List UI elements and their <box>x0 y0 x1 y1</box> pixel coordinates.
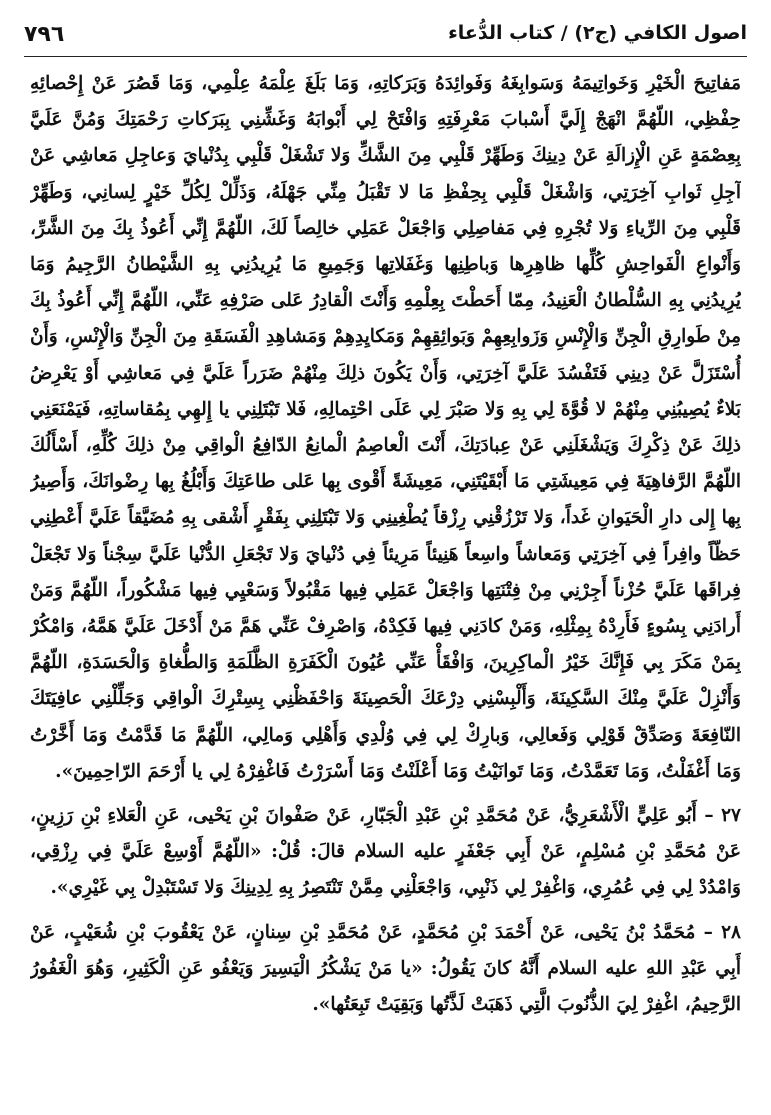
body-text <box>30 66 741 1095</box>
paragraph-text: مَفاتِيحَ الْخَيْرِ وَخَواتِيمَهُ وَسَوابِغَهُ وَفَوائِدَهُ وَبَرَكاتِهِ، وَمَا بَلَغَ عِلْمَهُ عِلْمِي، وَمَا قَصُرَ عَنْ إِحْصائِهِ حِفْظِي، اللّهُمَّ انْهَجْ إِلَيَّ أَسْبابَ مَعْرِفَتِهِ وَافْتَحْ لِي أَبْوابَهُ وَغَشِّنِي بِبَرَكاتِ رَحْمَتِكَ وَمُنَّ عَلَيَّ بِعِصْمَةٍ عَنِ الْإِزالَةِ عَنْ دِينِكَ وَطَهِّرْ قَلْبِي مِنَ الشَّكِّ وَلا تَشْغَلْ قَلْبِي بِدُنْيايَ وَعاجِلِ مَعاشِي عَنْ آجِلِ ثَوابِ آخِرَتِي، وَاشْغَلْ قَلْبِي بِحِفْظِ مَا لا تَقْبَلُ مِنِّي جَهْلَهُ، وَذَلِّلْ لِكُلِّ خَيْرٍ لِسانِي، وَطَهِّرْ قَلْبِي مِنَ الرِّياءِ وَلا تُجْرِهِ فِي مَفاصِلِي وَاجْعَلْ عَمَلِي خالِصاً لَكَ، اللّهُمَّ إِنِّي أَعُوذُ بِكَ مِنَ الشَّرِّ، وَأَنْواعِ الْفَواحِشِ كُلِّها ظاهِرِها وَباطِنِها وَغَفَلاتِها وَجَمِيعِ مَا يُرِيدُنِي بِهِ الشَّيْطانُ الرَّجِيمُ وَمَا يُرِيدُنِي بِهِ السُّلْطانُ الْعَنِيدُ، مِمّا أَحَطْتَ بِعِلْمِهِ وَأَنْتَ الْقادِرُ عَلى صَرْفِهِ عَنِّي، اللّهُمَّ إِنِّي أَعُوذُ بِكَ مِنْ طَوارِقِ الْجِنِّ وَالْإِنْسِ وَزَوابِعِهِمْ وَبَوائِقِهِمْ وَمَكايِدِهِمْ وَمَشاهِدِ الْفَسَقَةِ مِنَ الْجِنِّ وَالْإِنْسِ، وَأَنْ أُسْتَزَلَّ عَنْ دِينِي فَتَفْسُدَ عَلَيَّ آخِرَتِي، وَأَنْ يَكُونَ ذلِكَ مِنْهُمْ ضَرَراً عَلَيَّ فِي مَعاشِي أَوْ يَعْرِضُ بَلاءٌ يُصِيبُنِي مِنْهُمْ لا قُوَّةَ لِي بِهِ وَلا صَبْرَ لِي عَلَى احْتِمالِهِ، فَلا تَبْتَلِنِي يا إِلهِي بِمُقاساتِهِ، فَيَمْنَعَنِي ذلِكَ عَنْ ذِكْرِكَ وَيَشْغَلَنِي عَنْ عِبادَتِكَ، أَنْتَ الْعاصِمُ الْمانِعُ الدّافِعُ الْواقِي مِنْ ذلِكَ كُلِّهِ، أَسْأَلُكَ اللّهُمَّ الرَّفاهِيَةَ فِي مَعِيشَتِي مَا أَبْقَيْتَنِي، مَعِيشَةً أَقْوى بِها عَلى طاعَتِكَ وَأَبْلُغُ بِها رِضْوانَكَ، وَأَصِيرُ بِها إِلى دارِ الْحَيَوانِ غَداً، وَلا تَرْزُقْنِي رِزْقاً يُطْغِينِي وَلا تَبْتَلِنِي بِفَقْرٍ أَشْقى بِهِ مُضَيَّقاً عَلَيَّ أَعْطِنِي حَظّاً وافِراً فِي آخِرَتِي وَمَعاشاً واسِعاً هَنِيئاً مَرِيئاً فِي دُنْيايَ وَلا تَجْعَلِ الدُّنْيا عَلَيَّ سِجْناً وَلا تَجْعَلْ فِراقَها عَلَيَّ حُزْناً أَجِرْنِي مِنْ فِتْنَتِها وَاجْعَلْ عَمَلِي فِيها مَقْبُولاً وَسَعْيِي فِيها مَشْكُوراً، اللّهُمَّ وَمَنْ أَرادَنِي بِسُوءٍ فَأَرِدْهُ بِمِثْلِهِ، وَمَنْ كادَنِي فِيها فَكِدْهُ، وَاصْرِفْ عَنِّي هَمَّ مَنْ أَدْخَلَ عَلَيَّ هَمَّهُ، وَامْكُرْ بِمَنْ مَكَرَ بِي فَإِنَّكَ خَيْرُ الْماكِرِينَ، وَافْقَأْ عَنِّي عُيُونَ الْكَفَرَةِ الظَّلَمَةِ وَالطُّغاةِ وَالْحَسَدَةِ، اللّهُمَّ وَأَنْزِلْ عَلَيَّ مِنْكَ السَّكِينَةَ، وَأَلْبِسْنِي دِرْعَكَ الْحَصِينَةَ وَاحْفَظْنِي بِسِتْرِكَ الْواقِي وَجَلِّلْنِي عافِيَتَكَ النّافِعَةَ وَصَدِّقْ قَوْلِي وَفَعالِي، وَبارِكْ لِي فِي وُلْدِي وَأَهْلِي وَمالِي، اللّهُمَّ مَا قَدَّمْتُ وَمَا أَخَّرْتُ وَمَا أَغْفَلْتُ، وَمَا تَعَمَّدْتُ، وَمَا تَوانَيْتُ وَمَا أَعْلَنْتُ وَمَا أَسْرَرْتُ فَاغْفِرْهُ لِي يا أَرْحَمَ الرّاحِمِينَ». <box>30 73 741 782</box>
hadith-number: ٢٨ – <box>703 921 741 943</box>
paragraph-supplication <box>30 66 741 790</box>
hadith-27 <box>30 798 741 907</box>
page-number: ٧٩٦ <box>24 22 65 47</box>
hadith-28 <box>30 915 741 1024</box>
header-divider <box>24 56 747 57</box>
running-title: اصول الكافي (ج٢) / كتاب الدُّعاء <box>448 22 747 44</box>
hadith-text: أَبُو عَلِيٍّ الْأَشْعَرِيُّ، عَنْ مُحَمَّدِ بْنِ عَبْدِ الْجَبّارِ، عَنْ صَفْوانَ بْنِ يَحْيى، عَنِ الْعَلاءِ بْنِ رَزِينٍ، عَنْ مُحَمَّدِ بْنِ مُسْلِمٍ، عَنْ أَبِي جَعْفَرٍ عليه السلام قالَ: قُلْ: «اللّهُمَّ أَوْسِعْ عَلَيَّ فِي رِزْقِي، وَامْدُدْ لِي فِي عُمُرِي، وَاغْفِرْ لِي ذَنْبِي، وَاجْعَلْنِي مِمَّنْ تَنْتَصِرُ بِهِ لِدِينِكَ وَلا تَسْتَبْدِلْ بِي غَيْرِي». <box>30 805 741 899</box>
hadith-text: مُحَمَّدُ بْنُ يَحْيى، عَنْ أَحْمَدَ بْنِ مُحَمَّدٍ، عَنْ مُحَمَّدِ بْنِ سِنانٍ، عَنْ يَعْقُوبَ بْنِ شُعَيْبٍ، عَنْ أَبِي عَبْدِ اللهِ عليه السلام أَنَّهُ كانَ يَقُولُ: «يا مَنْ يَشْكُرُ الْيَسِيرَ وَيَعْفُو عَنِ الْكَثِيرِ، وَهُوَ الْغَفُورُ الرَّحِيمُ، اغْفِرْ لِيَ الذُّنُوبَ الَّتِي ذَهَبَتْ لَذَّتُها وَبَقِيَتْ تَبِعَتُها». <box>30 921 741 1016</box>
page-header <box>24 20 747 56</box>
hadith-number: ٢٧ – <box>704 805 741 827</box>
